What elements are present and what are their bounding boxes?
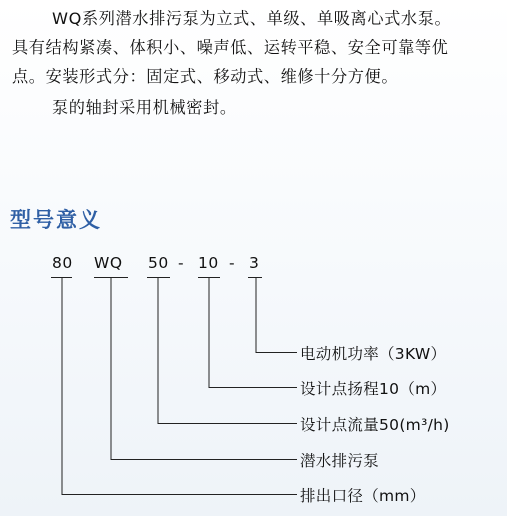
desc-motor-power: 电动机功率（3KW） — [300, 345, 447, 363]
model-code-dash-2: - — [229, 254, 236, 272]
leader-flow — [158, 278, 297, 424]
intro-line-3: 点。安装形式分：固定式、移动式、维修十分方便。 — [12, 67, 399, 86]
desc-pump-type: 潜水排污泵 — [300, 452, 380, 470]
model-code-head: 10 — [198, 254, 219, 272]
model-code-series: WQ — [94, 254, 123, 272]
model-code-power: 3 — [249, 254, 260, 272]
section-title: 型号意义 — [10, 208, 102, 232]
leader-series — [111, 278, 297, 460]
model-code-flow: 50 — [148, 254, 169, 272]
intro-line-4: 泵的轴封采用机械密封。 — [52, 98, 237, 117]
leader-head — [209, 278, 297, 388]
desc-design-head: 设计点扬程10（m） — [300, 380, 447, 398]
leader-outlet — [62, 278, 297, 495]
model-code-outlet: 80 — [52, 254, 73, 272]
model-code-dash-1: - — [178, 254, 185, 272]
intro-line-1: WQ系列潜水排污泵为立式、单级、单吸离心式水泵。 — [52, 9, 452, 28]
desc-outlet-diameter: 排出口径（mm） — [300, 487, 426, 505]
intro-line-2: 具有结构紧凑、体积小、噪声低、运转平稳、安全可靠等优 — [12, 38, 449, 57]
desc-design-flow: 设计点流量50(m³/h) — [300, 416, 450, 434]
leader-power — [256, 278, 297, 353]
